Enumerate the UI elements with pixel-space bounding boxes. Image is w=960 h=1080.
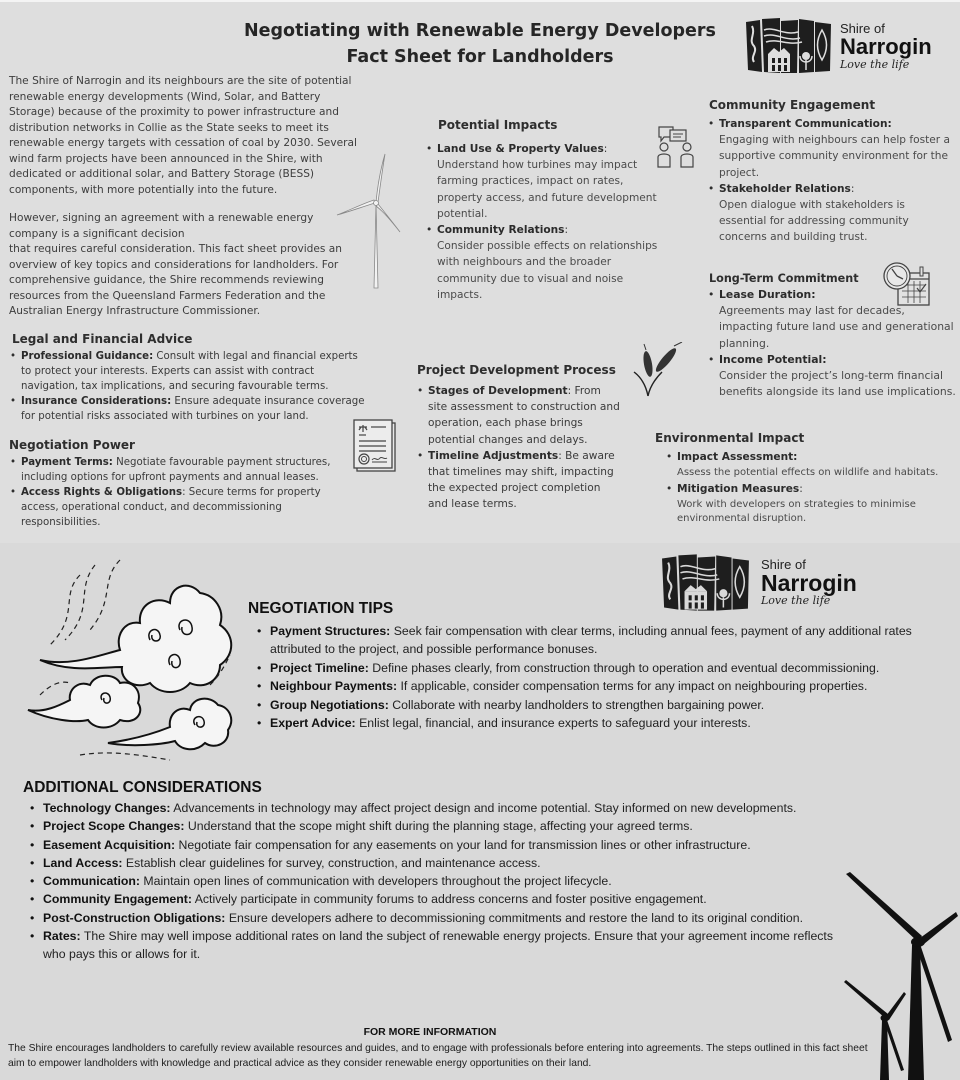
wheat-icon — [632, 342, 690, 398]
list-item: • Payment Structures: Seek fair compensation with clear terms, including annual fees, payment of any additional rates attributed to the project, and possible performance bonuses. — [256, 622, 913, 659]
page-title — [230, 18, 730, 70]
title-line-1: Negotiating with Renewable Energy Developers — [244, 21, 716, 41]
negotiation-power-heading: Negotiation Power — [9, 438, 135, 452]
more-info-heading: FOR MORE INFORMATION — [363, 1026, 497, 1038]
environmental-heading: Environmental Impact — [655, 431, 805, 445]
additional-heading: ADDITIONAL CONSIDERATIONS — [23, 779, 262, 796]
contract-icon — [352, 418, 398, 474]
community-engagement-heading: Community Engagement — [709, 98, 876, 112]
title-line-2: Fact Sheet for Landholders — [346, 47, 614, 67]
list-item: • Access Rights & Obligations: Secure terms for property access, operational conduct, and decommissioning responsibilities. — [9, 485, 354, 530]
logo-name: Narrogin — [761, 570, 857, 596]
logo-shire-of: Shire of — [840, 21, 885, 36]
negotiation-power-section — [9, 438, 354, 530]
list-item: • Easement Acquisition: Negotiate fair compensation for any easements on your land for transmission lines or other infrastructure. — [29, 836, 833, 854]
long-term-heading: Long-Term Commitment — [709, 272, 859, 285]
list-item: • Professional Guidance: Consult with legal and financial experts to protect your interests. Experts can assist with contract navigation, tax implications, and securing favourable terms. — [9, 349, 369, 394]
clouds-illustration — [20, 555, 240, 765]
list-item: • Land Access: Establish clear guidelines for survey, construction, and maintenance access. — [29, 854, 833, 872]
negotiation-tips-section — [248, 600, 913, 732]
shire-logo — [744, 16, 944, 76]
list-item: • Timeline Adjustments: Be aware that timelines may shift, impacting the expected project completion and lease terms. — [416, 448, 621, 513]
list-item: • Communication: Maintain open lines of communication with developers throughout the project lifecycle. — [29, 872, 833, 890]
logo-mark-icon — [744, 16, 834, 74]
list-item: • Post-Construction Obligations: Ensure developers adhere to decommissioning commitments and restore the land to its original condition. — [29, 909, 833, 927]
intro-paragraph-2a: However, signing an agreement with a renewable energy company is a significant decision — [9, 212, 314, 240]
environmental-section — [655, 431, 955, 527]
list-item: • Project Scope Changes: Understand that the scope might shift during the planning stage, affecting your agreed terms. — [29, 817, 833, 835]
logo-name: Narrogin — [840, 34, 932, 59]
intro-paragraph-2 — [9, 211, 361, 320]
project-development-section — [416, 363, 621, 513]
list-item: • Community Engagement: Actively participate in community forums to address concerns and foster positive engagement. — [29, 890, 833, 908]
potential-impacts-section — [425, 118, 665, 303]
legal-financial-section — [9, 332, 369, 424]
list-item: • Technology Changes: Advancements in technology may affect project design and income potential. Stay informed on new developments. — [29, 799, 833, 817]
list-item: • Expert Advice: Enlist legal, financial, and insurance experts to safeguard your interests. — [256, 714, 913, 732]
list-item: • Neighbour Payments: If applicable, consider compensation terms for any impact on neighbouring properties. — [256, 677, 913, 695]
list-item: • Impact Assessment: Assess the potential effects on wildlife and habitats. — [665, 449, 955, 481]
long-term-section — [707, 272, 957, 400]
list-item: • Community Relations: Consider possible effects on relationships with neighbours and the broader community due to visual and noise impacts. — [425, 222, 665, 303]
list-item: • Transparent Communication: Engaging with neighbours can help foster a supportive community environment for the project. — [707, 116, 952, 181]
potential-impacts-heading: Potential Impacts — [438, 118, 558, 132]
additional-considerations-section — [23, 779, 833, 964]
list-item: • Land Use & Property Values: Understand how turbines may impact farming practices, impact on rates, property access, and future development potential. — [425, 141, 665, 222]
more-info-text: The Shire encourages landholders to carefully review available resources and guides, and to engage with professionals before entering into agreements. The steps outlined in this fact sheet aim to empower landholders with knowledge and practical advice as they consider renewable energy opportunities on their land. — [8, 1043, 868, 1069]
list-item: • Income Potential: Consider the project’s long-term financial benefits alongside its land use implications. — [707, 352, 957, 401]
list-item: • Mitigation Measures: Work with developers on strategies to minimise environmental disruption. — [665, 481, 955, 526]
list-item: • Group Negotiations: Collaborate with nearby landholders to strengthen bargaining power. — [256, 696, 913, 714]
list-item: • Payment Terms: Negotiate favourable payment structures, including options for upfront payments and annual leases. — [9, 455, 354, 485]
list-item: • Rates: The Shire may well impose additional rates on land the subject of renewable energy projects. Ensure that your agreement income reflects who pays this or allows for it. — [29, 927, 833, 964]
project-development-heading: Project Development Process — [417, 363, 616, 377]
negotiation-tips-heading: NEGOTIATION TIPS — [248, 600, 394, 617]
list-item: • Lease Duration: Agreements may last for decades, impacting future land use and generational planning. — [707, 287, 957, 352]
logo-tagline: Love the life — [761, 594, 831, 607]
list-item: • Stages of Development: From site assessment to construction and operation, each phase brings potential changes and delays. — [416, 383, 621, 448]
logo-shire-of: Shire of — [761, 557, 806, 572]
wind-turbine-icon — [334, 152, 406, 292]
list-item: • Stakeholder Relations: Open dialogue with stakeholders is essential for addressing community concerns and building trust. — [707, 181, 952, 246]
logo-tagline: Love the life — [840, 58, 910, 71]
list-item: • Insurance Considerations: Ensure adequate insurance coverage for potential risks associated with turbines on your land. — [9, 394, 369, 424]
conversation-icon — [655, 125, 699, 169]
intro-paragraph-2b: that requires careful consideration. This fact sheet provides an overview of key topics and considerations for landholders. For comprehensive guidance, the Shire recommends reviewing resources from the Queensland Farmers Federation and the Australian Energy Infrastructure Commissioner. — [9, 243, 342, 317]
community-engagement-section — [707, 98, 952, 246]
intro-paragraph-1: The Shire of Narrogin and its neighbours are the site of potential renewable energy developments (Wind, Solar, and Battery Storage) because of the proximity to power infrastructure and distribution networks in Collie as the State seeks to meet its renewable energy targets with cessation of coal by 2030. Several wind farm projects have been announced in the Shire, with dedicated or additional solar, and Battery Storage (BESS) components, with more potentially into the future. — [9, 75, 357, 196]
list-item: • Project Timeline: Define phases clearly, from construction through to operation and eventual decommissioning. — [256, 659, 913, 677]
legal-heading: Legal and Financial Advice — [12, 332, 193, 346]
